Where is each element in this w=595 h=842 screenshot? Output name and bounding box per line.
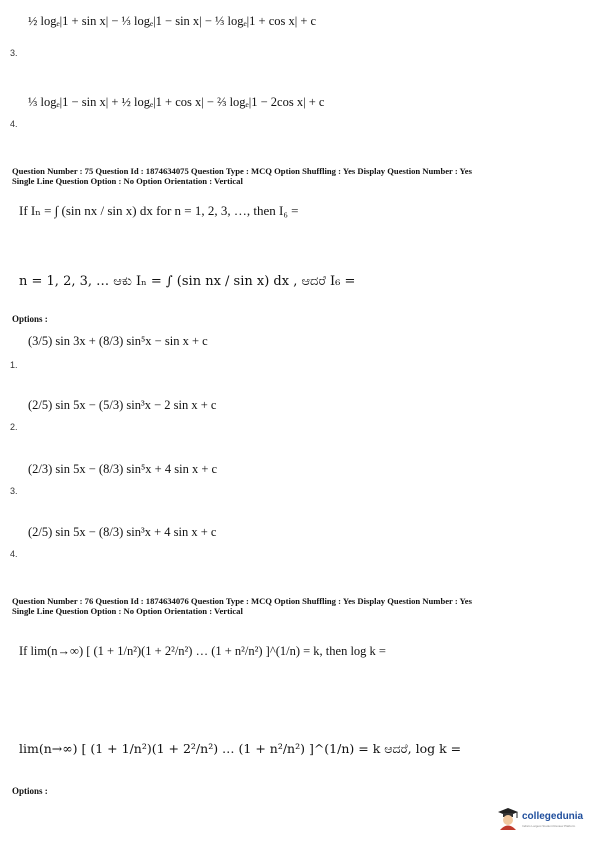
brand-name: collegedunia [522,811,584,822]
q75-option-3: (2/3) sin 5x − (8/3) sin⁵x + 4 sin x + c [28,462,218,476]
q76-header-line1: Question Number : 76 Question Id : 1874634076 Question Type : MCQ Option Shuffling : Yes Display Question Number : Yes [12,596,472,606]
q75-option-1-number: 1. [10,360,18,370]
q76-question-kannada: lim(n→∞) [ (1 + 1/n²)(1 + 2²/n²) … (1 + n²/n²) ]^(1/n) = k ಆದರೆ, log k = [19,741,462,756]
prev-option-3-number: 3. [10,48,18,58]
prev-option-4-number: 4. [10,119,18,129]
q75-question-kannada: n = 1, 2, 3, … ಆಕು Iₙ = ∫ (sin nx / sin x) dx , ಆದರೆ I₆ = [19,274,356,289]
q75-option-4: (2/5) sin 5x − (8/3) sin³x + 4 sin x + c [28,525,217,539]
q75-option-2-number: 2. [10,422,18,432]
q75-option-3-number: 3. [10,486,18,496]
brand-logo[interactable] [497,805,589,835]
q75-option-2: (2/5) sin 5x − (5/3) sin³x − 2 sin x + c [28,398,217,412]
q76-header-line2: Single Line Question Option : No Option Orientation : Vertical [12,606,243,616]
q75-header-line1: Question Number : 75 Question Id : 1874634075 Question Type : MCQ Option Shuffling : Yes Display Question Number : Yes [12,166,472,176]
q75-option-4-number: 4. [10,549,18,559]
q75-option-1: (3/5) sin 3x + (8/3) sin⁵x − sin x + c [28,334,208,348]
brand-tagline: India's Largest Student Review Platform [522,824,576,828]
prev-option-4: ⅓ logₑ|1 − sin x| + ½ logₑ|1 + cos x| − ⅔ logₑ|1 − 2cos x| + c [28,95,325,109]
q75-header-line2: Single Line Question Option : No Option Orientation : Vertical [12,176,243,186]
q76-question-english: If lim(n→∞) [ (1 + 1/n²)(1 + 2²/n²) … (1 + n²/n²) ]^(1/n) = k, then log k = [19,644,386,658]
q75-question-english: If Iₙ = ∫ (sin nx / sin x) dx for n = 1, 2, 3, …, then I₆ = [19,203,299,218]
q75-options-label: Options : [12,314,48,324]
prev-option-3: ½ logₑ|1 + sin x| − ⅓ logₑ|1 − sin x| − ⅓ logₑ|1 + cos x| + c [28,14,317,28]
q76-options-label: Options : [12,786,48,796]
graduate-avatar-icon [497,807,519,831]
